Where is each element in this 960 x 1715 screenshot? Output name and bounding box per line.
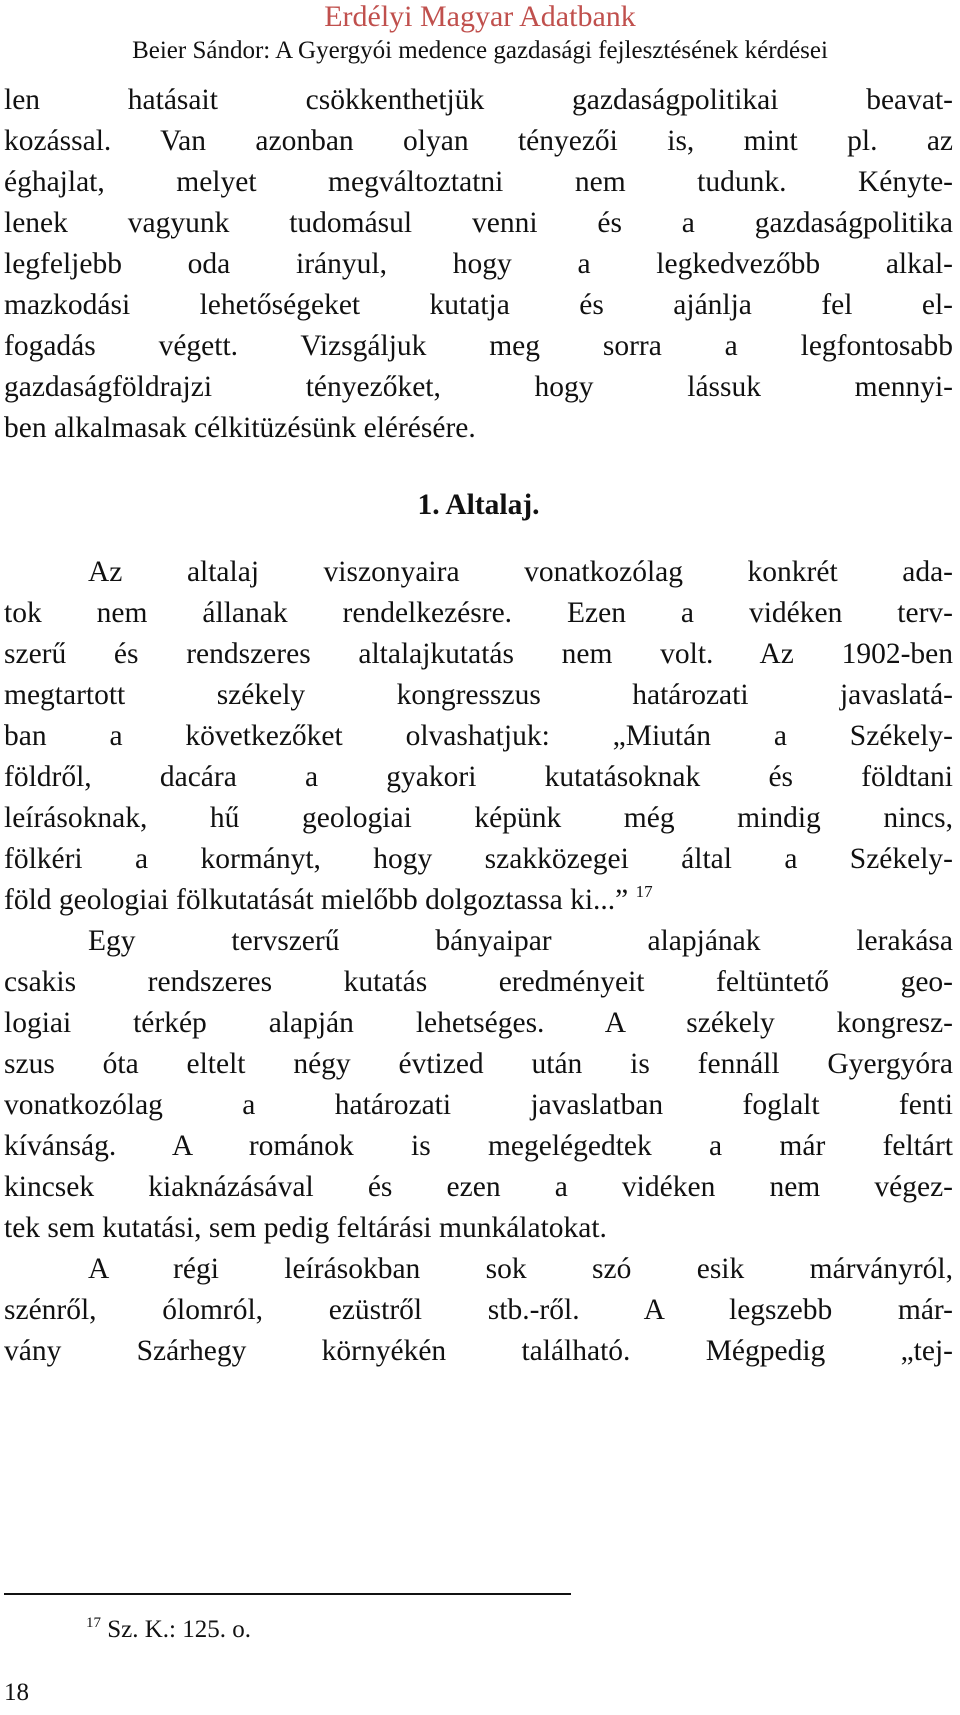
footnote-reference[interactable]: 17 xyxy=(635,882,653,901)
text-line: éghajlat, melyet megváltoztatni nem tudunk. Kényte- xyxy=(4,166,953,198)
section-heading: 1. Altalaj. xyxy=(417,489,540,521)
text-line: logiai térkép alapján lehetséges. A székely kongresz- xyxy=(4,1007,953,1039)
text-line: ban a következőket olvashatjuk: „Miután a Székely- xyxy=(4,720,953,752)
text-line: fogadás végett. Vizsgáljuk meg sorra a legfontosabb xyxy=(4,330,953,362)
spacer xyxy=(4,449,953,485)
text-line: ben alkalmasak célkitüzésünk elérésére. xyxy=(4,412,476,444)
text-line: fölkéri a kormányt, hogy szakközegei által a Székely- xyxy=(4,843,953,875)
text-line: kincsek kiaknázásával és ezen a vidéken nem végez- xyxy=(4,1171,953,1203)
text-line xyxy=(4,880,953,921)
text-line: legfeljebb oda irányul, hogy a legkedvezőbb alkal- xyxy=(4,248,953,280)
text-line: lenek vagyunk tudomásul venni és a gazdaságpolitika xyxy=(4,207,953,239)
text-line: Egy tervszerű bányaipar alapjának lerakása xyxy=(88,925,953,957)
text-line: szénről, ólomról, ezüstről stb.-ről. A legszebb már- xyxy=(4,1294,953,1326)
text-line: len hatásait csökkenthetjük gazdaságpolitikai beavat- xyxy=(4,84,953,116)
text-line: szus óta eltelt négy évtized után is fennáll Gyergyóra xyxy=(4,1048,953,1080)
text-line: csakis rendszeres kutatás eredményeit feltüntető geo- xyxy=(4,966,953,998)
text-line: mazkodási lehetőségeket kutatja és ajánlja fel el- xyxy=(4,289,953,321)
text-line: megtartott székely kongresszus határozati javaslatá- xyxy=(4,679,953,711)
paragraph-1 xyxy=(4,80,953,449)
site-title: Erdélyi Magyar Adatbank xyxy=(324,0,636,33)
footnote xyxy=(86,1615,251,1645)
text-line: leírásoknak, hű geologiai képünk még mindig nincs, xyxy=(4,802,953,834)
text-line: Az altalaj viszonyaira vonatkozólag konkrét ada- xyxy=(88,556,953,588)
text-line: szerű és rendszeres altalajkutatás nem volt. Az 1902-ben xyxy=(4,638,953,670)
footnote-number: 17 xyxy=(86,1615,101,1631)
text-line: A régi leírásokban sok szó esik márványról, xyxy=(88,1253,953,1285)
paragraph-2 xyxy=(4,552,953,921)
text-line: kívánság. A románok is megelégedtek a már feltárt xyxy=(4,1130,953,1162)
footnote-separator xyxy=(4,1593,571,1595)
text-line: tek sem kutatási, sem pedig feltárási munkálatokat. xyxy=(4,1212,607,1244)
text-line: gazdaságföldrajzi tényezőket, hogy lássuk mennyi- xyxy=(4,371,953,403)
text-line: kozással. Van azonban olyan tényezői is, mint pl. az xyxy=(4,125,953,157)
page-number: 18 xyxy=(4,1679,29,1706)
text-line: földről, dacára a gyakori kutatásoknak és földtani xyxy=(4,761,953,793)
page-body xyxy=(4,80,953,1372)
spacer xyxy=(4,526,953,552)
text-line: tok nem állanak rendelkezésre. Ezen a vidéken terv- xyxy=(4,597,953,629)
document-title: Beier Sándor: A Gyergyói medence gazdasági fejlesztésének kérdései xyxy=(132,37,828,64)
footnote-text: Sz. K.: 125. o. xyxy=(107,1616,251,1643)
text-line-content: föld geologiai fölkutatását mielőbb dolgoztassa ki...” xyxy=(4,884,629,916)
paragraph-4 xyxy=(4,1249,953,1372)
text-line: vány Szárhegy környékén található. Mégpedig „tej- xyxy=(4,1335,953,1367)
text-line: vonatkozólag a határozati javaslatban foglalt fenti xyxy=(4,1089,953,1121)
paragraph-3 xyxy=(4,921,953,1249)
